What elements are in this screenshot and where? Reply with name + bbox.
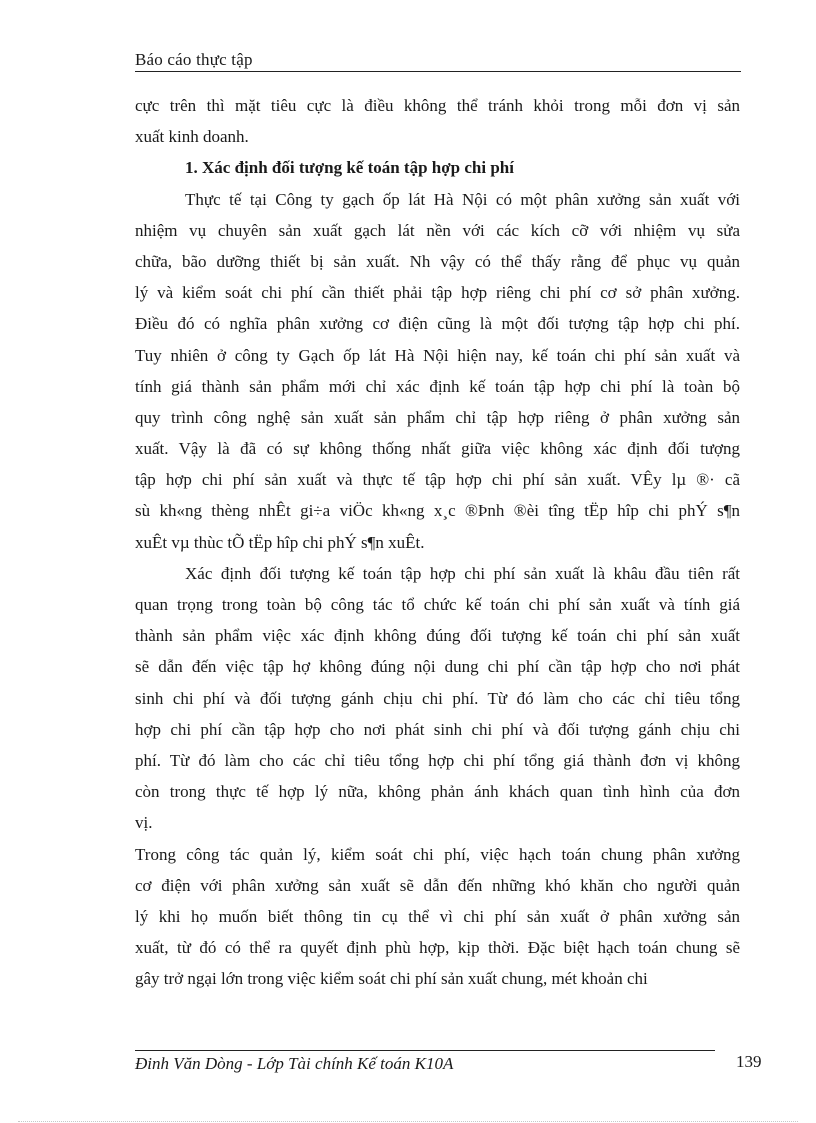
text-line: nhiệm vụ chuyên sản xuất gạch lát nền với các kích cỡ với nhiệm vụ sửa [135, 220, 740, 240]
text-line: quan trọng trong toàn bộ công tác tổ chức kế toán chi phí sản xuất và tính giá [135, 595, 740, 614]
text-line: lý khi họ muốn biết thông tin cụ thể vì chi phí sản xuất ở phân xưởng sản [135, 906, 740, 926]
body-text [135, 90, 740, 994]
text-line: xuÊt vµ thùc tÕ tËp hîp chi phÝ s¶n xuÊt. [135, 532, 425, 552]
text-line: Tuy nhiên ở công ty Gạch ốp lát Hà Nội hiện nay, kế toán chi phí sản xuất và [135, 345, 740, 365]
text-line: xuất, từ đó có thể ra quyết định phù hợp, kịp thời. Đặc biệt hạch toán chung sẽ [135, 938, 740, 958]
text-line: xuất. Vậy là đã có sự không thống nhất giữa việc không xác định đối tượng [135, 439, 740, 459]
text-line: lý và kiểm soát chi phí cần thiết phải tập hợp riêng chi phí cơ sở phân xưởng. [135, 283, 740, 303]
text-line: tính giá thành sản phẩm mới chỉ xác định kế toán tập hợp chi phí là toàn bộ [135, 376, 740, 396]
text-line: sẽ dẫn đến việc tập hợ không đúng nội dung chi phí cần tập hợp cho nơi phát [135, 657, 740, 677]
text-line: chữa, bão dưỡng thiết bị sản xuất. Nh vậy có thể thấy rằng để phục vụ quản [135, 251, 740, 271]
text-line: cực trên thì mặt tiêu cực là điều không thể tránh khỏi trong mỗi đơn vị sản [135, 96, 740, 115]
page-number: 139 [736, 1052, 762, 1071]
text-line: còn trong thực tế hợp lý nữa, không phản ánh khách quan tình hình của đơn [135, 782, 740, 802]
text-line: thành sản phẩm việc xác định không đúng đối tượng kế toán chi phí sản xuất [135, 626, 740, 646]
text-line: phí. Từ đó làm cho các chỉ tiêu tổng hợp chi phí tổng giá thành đơn vị không [135, 750, 740, 770]
header-divider [135, 71, 741, 72]
footer-author: Đinh Văn Dòng - Lớp Tài chính Kế toán K10A [135, 1054, 454, 1073]
section-heading: 1. Xác định đối tượng kế toán tập hợp chi phí [185, 158, 514, 178]
text-line: gây trở ngại lớn trong việc kiểm soát chi phí sản xuất chung, mét khoản chi [135, 969, 648, 989]
text-line: Xác định đối tượng kế toán tập hợp chi phí sản xuất là khâu đầu tiên rất [185, 563, 740, 583]
text-line: hợp chi phí cần tập hợp cho nơi phát sinh chi phí và đối tượng gánh chịu chi [135, 719, 740, 739]
text-line: Điều đó có nghĩa phân xưởng cơ điện cũng là một đối tượng tập hợp chi phí. [135, 314, 740, 334]
text-line: Trong công tác quản lý, kiểm soát chi phí, việc hạch toán chung phân xưởng [135, 844, 740, 864]
text-line: Thực tế tại Công ty gạch ốp lát Hà Nội có một phân xưởng sản xuất với [185, 189, 740, 209]
header-title: Báo cáo thực tập [135, 50, 253, 69]
footer-divider [135, 1050, 715, 1051]
text-line: quy trình công nghệ sản xuất sản phẩm chỉ tập hợp riêng ở phân xưởng sản [135, 407, 740, 427]
text-line: sinh chi phí và đối tượng gánh chịu chi phí. Từ đó làm cho các chỉ tiêu tổng [135, 688, 740, 708]
text-line: xuất kinh doanh. [135, 127, 249, 147]
text-line: sù kh«ng thèng nhÊt gi÷a viÖc kh«ng x¸c ®Þnh ®èi tîng tËp hîp chi phÝ s¶n [135, 501, 740, 521]
text-line: tập hợp chi phí sản xuất và thực tế tập hợp chi phí sản xuất. VÊy lµ ®· cã [135, 470, 740, 490]
page-bottom-edge [18, 1121, 798, 1122]
text-line: vị. [135, 813, 153, 833]
text-line: cơ điện với phân xưởng sản xuất sẽ dẫn đến những khó khăn cho người quản [135, 875, 740, 895]
